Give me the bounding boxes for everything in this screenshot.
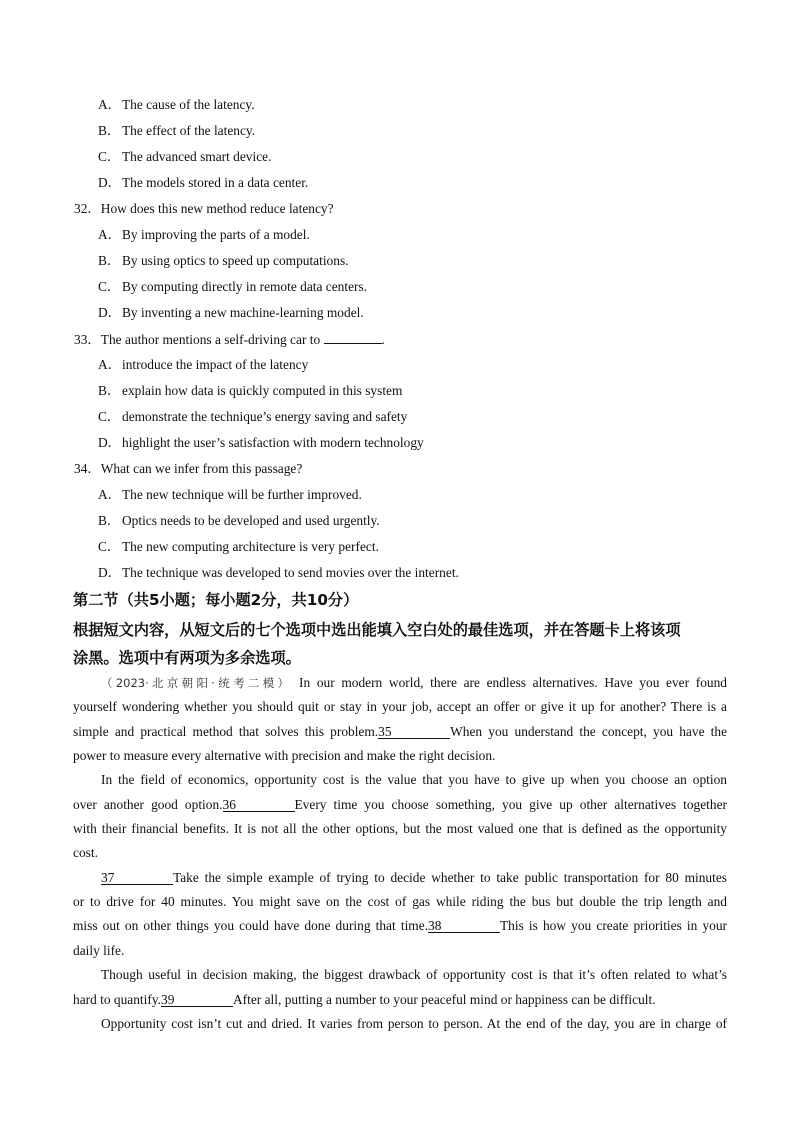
blank-38[interactable]: 38 <box>428 919 500 933</box>
question-stem: How does this new method reduce latency? <box>100 201 334 216</box>
option-letter: A． <box>98 227 122 242</box>
source-tag: （2023·北京朝阳·统考二模） <box>101 676 293 690</box>
question-stem-end: . <box>381 332 385 347</box>
option-text: By using optics to speed up computations. <box>122 253 349 268</box>
passage-line <box>73 797 727 813</box>
blank-37[interactable]: 37 <box>101 871 173 885</box>
option-text: The new technique will be further improved. <box>122 487 362 502</box>
option-text: The effect of the latency. <box>122 123 256 138</box>
passage-text: When you understand the concept, you have the <box>450 724 728 739</box>
option-text: explain how data is quickly computed in this system <box>122 383 403 398</box>
option-c[interactable] <box>98 539 379 555</box>
passage-line: daily life. <box>73 943 125 958</box>
option-b[interactable] <box>98 123 255 139</box>
option-d[interactable] <box>98 305 364 321</box>
option-text: The cause of the latency. <box>122 97 255 112</box>
option-text: introduce the impact of the latency <box>122 357 309 372</box>
blank-39[interactable]: 39 <box>161 993 233 1007</box>
option-text: highlight the user’s satisfaction with modern technology <box>122 435 424 450</box>
question-34 <box>74 461 302 477</box>
question-number: 32． <box>74 201 101 216</box>
passage-text: In our modern world, there are endless alternatives. Have you ever found <box>292 675 727 690</box>
option-letter: D． <box>98 565 122 580</box>
option-d[interactable] <box>98 175 308 191</box>
option-letter: C． <box>98 149 121 164</box>
passage-line <box>73 992 727 1008</box>
section-heading: 第二节（共5小题；每小题2分，共10分） <box>73 591 359 609</box>
question-32 <box>74 201 334 217</box>
option-letter: C． <box>98 539 121 554</box>
option-letter: A． <box>98 97 122 112</box>
question-number: 34． <box>74 461 101 476</box>
passage-text: Take the simple example of trying to decide whether to take public transportation for 80 minutes <box>173 870 727 885</box>
passage-line: power to measure every alternative with precision and make the right decision. <box>73 748 496 763</box>
passage-text: After all, putting a number to your peaceful mind or happiness can be difficult. <box>233 992 656 1007</box>
option-b[interactable] <box>98 513 380 529</box>
option-a[interactable] <box>98 97 255 113</box>
option-letter: C． <box>98 279 121 294</box>
option-c[interactable] <box>98 409 407 425</box>
passage-text: miss out on other things you could have done during that time. <box>73 918 428 933</box>
option-letter: B． <box>98 383 121 398</box>
option-letter: D． <box>98 435 122 450</box>
option-letter: B． <box>98 253 121 268</box>
option-a[interactable] <box>98 227 310 243</box>
option-c[interactable] <box>98 279 367 295</box>
section-instruction: 根据短文内容，从短文后的七个选项中选出能填入空白处的最佳选项，并在答题卡上将该项 <box>73 621 681 639</box>
option-text: By inventing a new machine-learning model. <box>122 305 364 320</box>
option-text: The advanced smart device. <box>122 149 272 164</box>
option-d[interactable] <box>98 565 459 581</box>
option-c[interactable] <box>98 149 271 165</box>
option-text: The new computing architecture is very perfect. <box>122 539 379 554</box>
option-letter: D． <box>98 305 122 320</box>
passage-line <box>73 724 727 740</box>
option-text: The technique was developed to send movies over the internet. <box>122 565 459 580</box>
passage-text: hard to quantify. <box>73 992 162 1007</box>
passage-line: yourself wondering whether you should quit or stay in your job, accept an offer or give it up for another? There is a <box>73 699 727 714</box>
answer-blank[interactable] <box>324 331 382 344</box>
option-letter: B． <box>98 513 121 528</box>
option-text: demonstrate the technique’s energy saving and safety <box>122 409 408 424</box>
passage-line <box>73 918 727 934</box>
option-letter: D． <box>98 175 122 190</box>
passage-line: Though useful in decision making, the biggest drawback of opportunity cost is that it’s often related to what’s <box>101 967 727 982</box>
question-stem: What can we infer from this passage? <box>100 461 303 476</box>
blank-36[interactable]: 36 <box>223 798 295 812</box>
passage-line <box>101 675 727 691</box>
passage-line: In the field of economics, opportunity cost is the value that you have to give up when you choose an option <box>101 772 727 787</box>
passage-text: simple and practical method that solves this problem. <box>73 724 379 739</box>
option-text: The models stored in a data center. <box>122 175 309 190</box>
option-b[interactable] <box>98 383 402 399</box>
passage-line: or to drive for 40 minutes. You might save on the cost of gas while riding the bus but double the trip length and <box>73 894 727 909</box>
passage-line: with their financial benefits. It is not all the other options, but the most valued one that is defined as the opportunity <box>73 821 727 836</box>
option-a[interactable] <box>98 487 362 503</box>
option-b[interactable] <box>98 253 349 269</box>
passage-text: over another good option. <box>73 797 223 812</box>
option-letter: A． <box>98 357 122 372</box>
option-d[interactable] <box>98 435 424 451</box>
section-instruction: 涂黑。选项中有两项为多余选项。 <box>73 649 301 667</box>
blank-35[interactable]: 35 <box>378 725 450 739</box>
question-stem: The author mentions a self-driving car to <box>100 332 324 347</box>
option-letter: B． <box>98 123 121 138</box>
option-letter: C． <box>98 409 121 424</box>
passage-text: This is how you create priorities in your <box>500 918 728 933</box>
option-a[interactable] <box>98 357 308 373</box>
passage-line <box>101 870 727 886</box>
option-text: By computing directly in remote data centers. <box>122 279 368 294</box>
question-33 <box>74 331 385 348</box>
passage-line: cost. <box>73 845 98 860</box>
option-text: By improving the parts of a model. <box>122 227 310 242</box>
option-text: Optics needs to be developed and used urgently. <box>122 513 380 528</box>
option-letter: A． <box>98 487 122 502</box>
passage-line: Opportunity cost isn’t cut and dried. It varies from person to person. At the end of the day, you are in charge of <box>101 1016 727 1031</box>
question-number: 33． <box>74 332 101 347</box>
passage-text: Every time you choose something, you give up other alternatives together <box>294 797 727 812</box>
